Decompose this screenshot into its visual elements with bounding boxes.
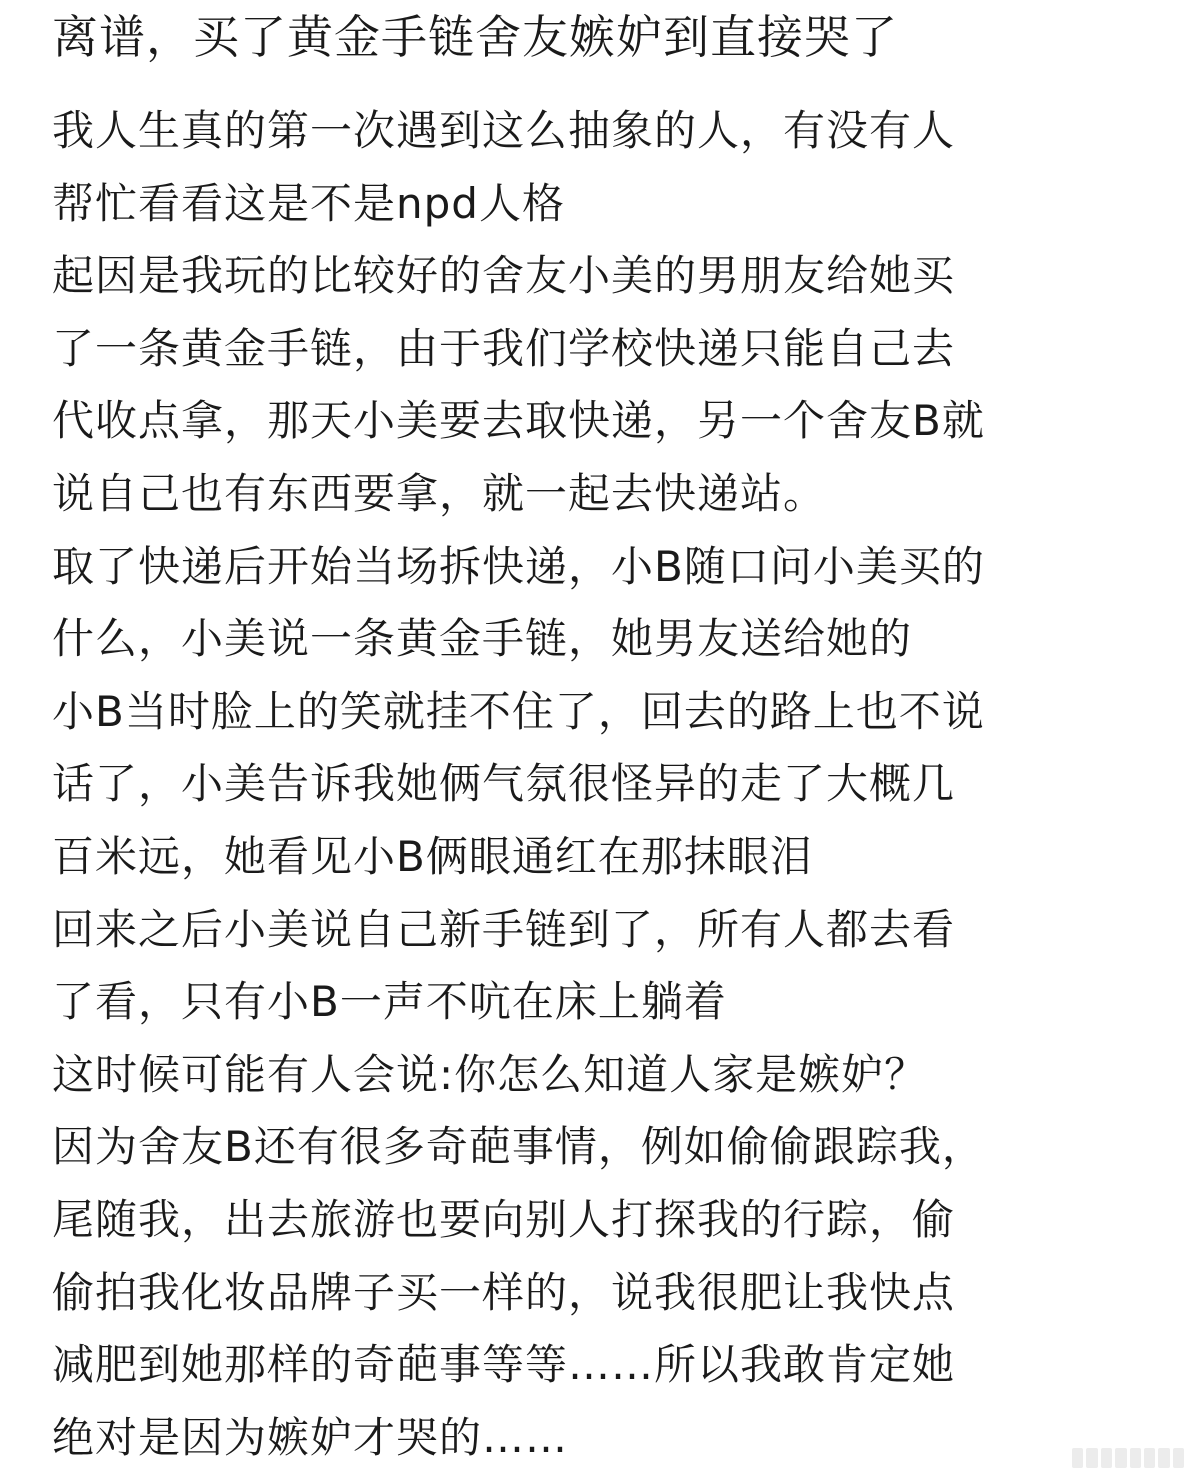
body-line: 帮忙看看这是不是npd人格	[52, 178, 565, 228]
watermark-block	[1173, 1448, 1184, 1468]
body-line: 偷拍我化妆品牌子买一样的，说我很肥让我快点	[52, 1267, 956, 1317]
body-line: 了看，只有小B一声不吭在床上躺着	[52, 977, 727, 1027]
body-line: 起因是我玩的比较好的舍友小美的男朋友给她买	[52, 251, 956, 301]
body-line: 绝对是因为嫉妒才哭的……	[52, 1412, 569, 1462]
watermark-block	[1144, 1448, 1155, 1468]
body-line: 了一条黄金手链，由于我们学校快递只能自己去	[52, 323, 956, 373]
body-line: 代收点拿，那天小美要去取快递，另一个舍友B就	[52, 396, 985, 446]
body-line: 取了快递后开始当场拆快递，小B随口问小美买的	[52, 541, 985, 591]
post-title: 离谱，买了黄金手链舍友嫉妒到直接哭了	[52, 10, 898, 64]
watermark-block	[1086, 1448, 1097, 1468]
body-line: 因为舍友B还有很多奇葩事情，例如偷偷跟踪我，	[52, 1122, 985, 1172]
body-line: 尾随我，出去旅游也要向别人打探我的行踪，偷	[52, 1194, 956, 1244]
watermark-strip	[1072, 1448, 1184, 1468]
body-line: 说自己也有东西要拿，就一起去快递站。	[52, 468, 827, 518]
body-line: 我人生真的第一次遇到这么抽象的人，有没有人	[52, 106, 956, 155]
watermark-block	[1115, 1448, 1126, 1468]
watermark-block	[1130, 1448, 1141, 1468]
body-line: 这时候可能有人会说:你怎么知道人家是嫉妒？	[52, 1049, 928, 1099]
body-line: 小B当时脸上的笑就挂不住了，回去的路上也不说	[52, 686, 985, 736]
post-body	[52, 100, 1162, 1479]
body-line: 话了，小美告诉我她俩气氛很怪异的走了大概几	[52, 759, 956, 809]
body-line: 什么，小美说一条黄金手链，她男友送给她的	[52, 614, 913, 664]
watermark-block	[1158, 1448, 1169, 1468]
watermark-block	[1101, 1448, 1112, 1468]
watermark-block	[1072, 1448, 1083, 1468]
body-line: 减肥到她那样的奇葩事等等……所以我敢肯定她	[52, 1340, 956, 1390]
body-line: 百米远，她看见小B俩眼通红在那抹眼泪	[52, 831, 813, 881]
body-line: 回来之后小美说自己新手链到了，所有人都去看	[52, 904, 956, 954]
